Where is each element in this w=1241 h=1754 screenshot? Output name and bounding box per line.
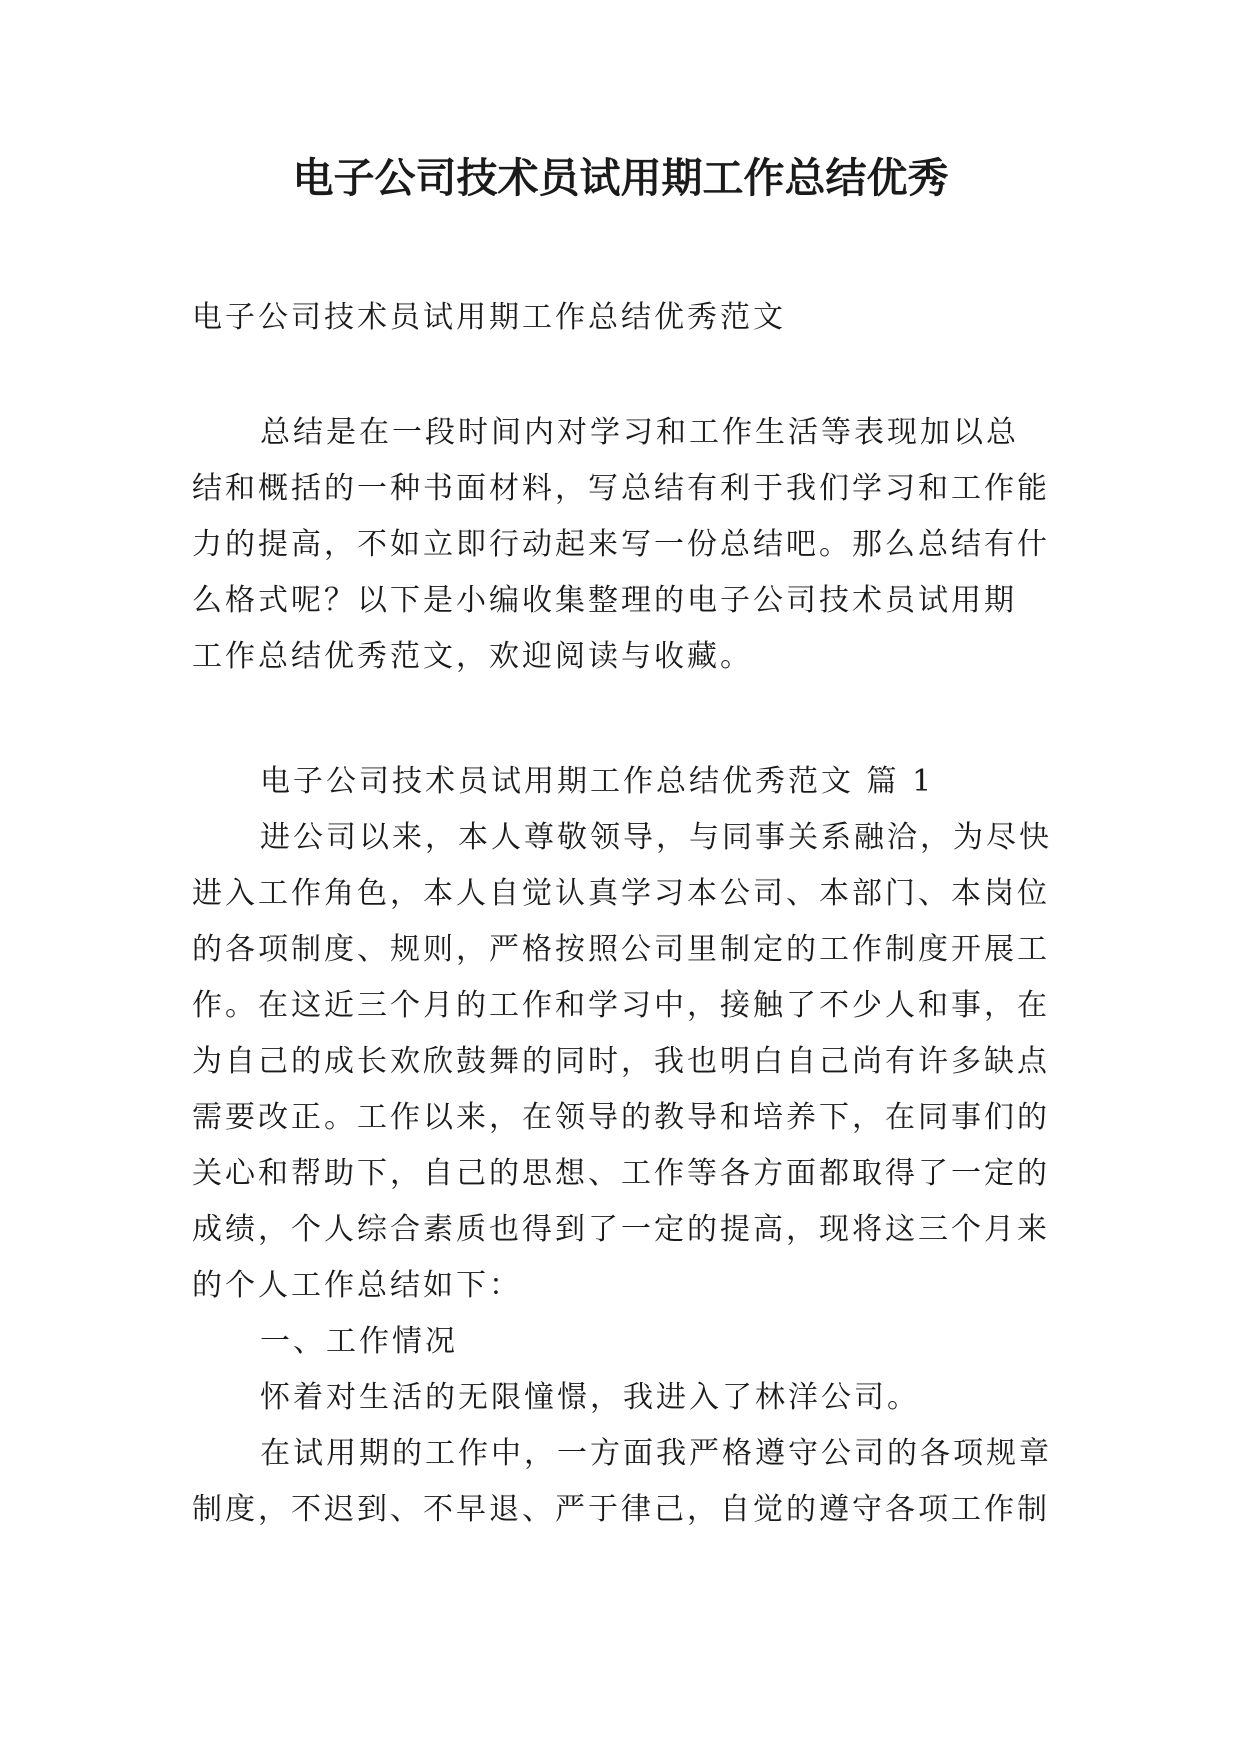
paragraph-line: 进入工作角色，本人自觉认真学习本公司、本部门、本岗位	[192, 876, 1050, 911]
paragraph-line: 为自己的成长欢欣鼓舞的同时，我也明白自己尚有许多缺点	[192, 1044, 1050, 1079]
paragraph-line: 力的提高，不如立即行动起来写一份总结吧。那么总结有什	[192, 527, 1050, 562]
paragraph-line: 作。在这近三个月的工作和学习中，接触了不少人和事，在	[192, 988, 1050, 1023]
subtitle-line: 电子公司技术员试用期工作总结优秀范文	[192, 300, 786, 335]
document-title: 电子公司技术员试用期工作总结优秀	[292, 154, 949, 202]
paragraph-line: 的各项制度、规则，严格按照公司里制定的工作制度开展工	[192, 932, 1050, 967]
paragraph-line: 总结是在一段时间内对学习和工作生活等表现加以总	[260, 415, 1019, 450]
paragraph-line: 关心和帮助下，自己的思想、工作等各方面都取得了一定的	[192, 1156, 1050, 1191]
section-heading: 电子公司技术员试用期工作总结优秀范文 篇 1	[260, 764, 935, 799]
article-section	[192, 754, 1050, 1538]
paragraph-line: 么格式呢？以下是小编收集整理的电子公司技术员试用期	[192, 583, 1017, 618]
paragraph-line: 的个人工作总结如下：	[192, 1268, 522, 1303]
paragraph-line: 成绩，个人综合素质也得到了一定的提高，现将这三个月来	[192, 1212, 1050, 1247]
paragraph-line: 制度，不迟到、不早退、严于律己，自觉的遵守各项工作制	[192, 1492, 1050, 1527]
paragraph-line: 怀着对生活的无限憧憬，我进入了林洋公司。	[260, 1380, 920, 1415]
document-subtitle	[192, 290, 1050, 346]
intro-paragraph	[192, 405, 1050, 685]
subheading-work-status: 一、工作情况	[260, 1324, 458, 1359]
paragraph-line: 进公司以来，本人尊敬领导，与同事关系融洽，为尽快	[260, 820, 1052, 855]
paragraph-line: 在试用期的工作中，一方面我严格遵守公司的各项规章	[260, 1436, 1052, 1471]
paragraph-line: 工作总结优秀范文，欢迎阅读与收藏。	[192, 639, 753, 674]
paragraph-line: 结和概括的一种书面材料，写总结有利于我们学习和工作能	[192, 471, 1050, 506]
paragraph-line: 需要改正。工作以来，在领导的教导和培养下，在同事们的	[192, 1100, 1050, 1135]
